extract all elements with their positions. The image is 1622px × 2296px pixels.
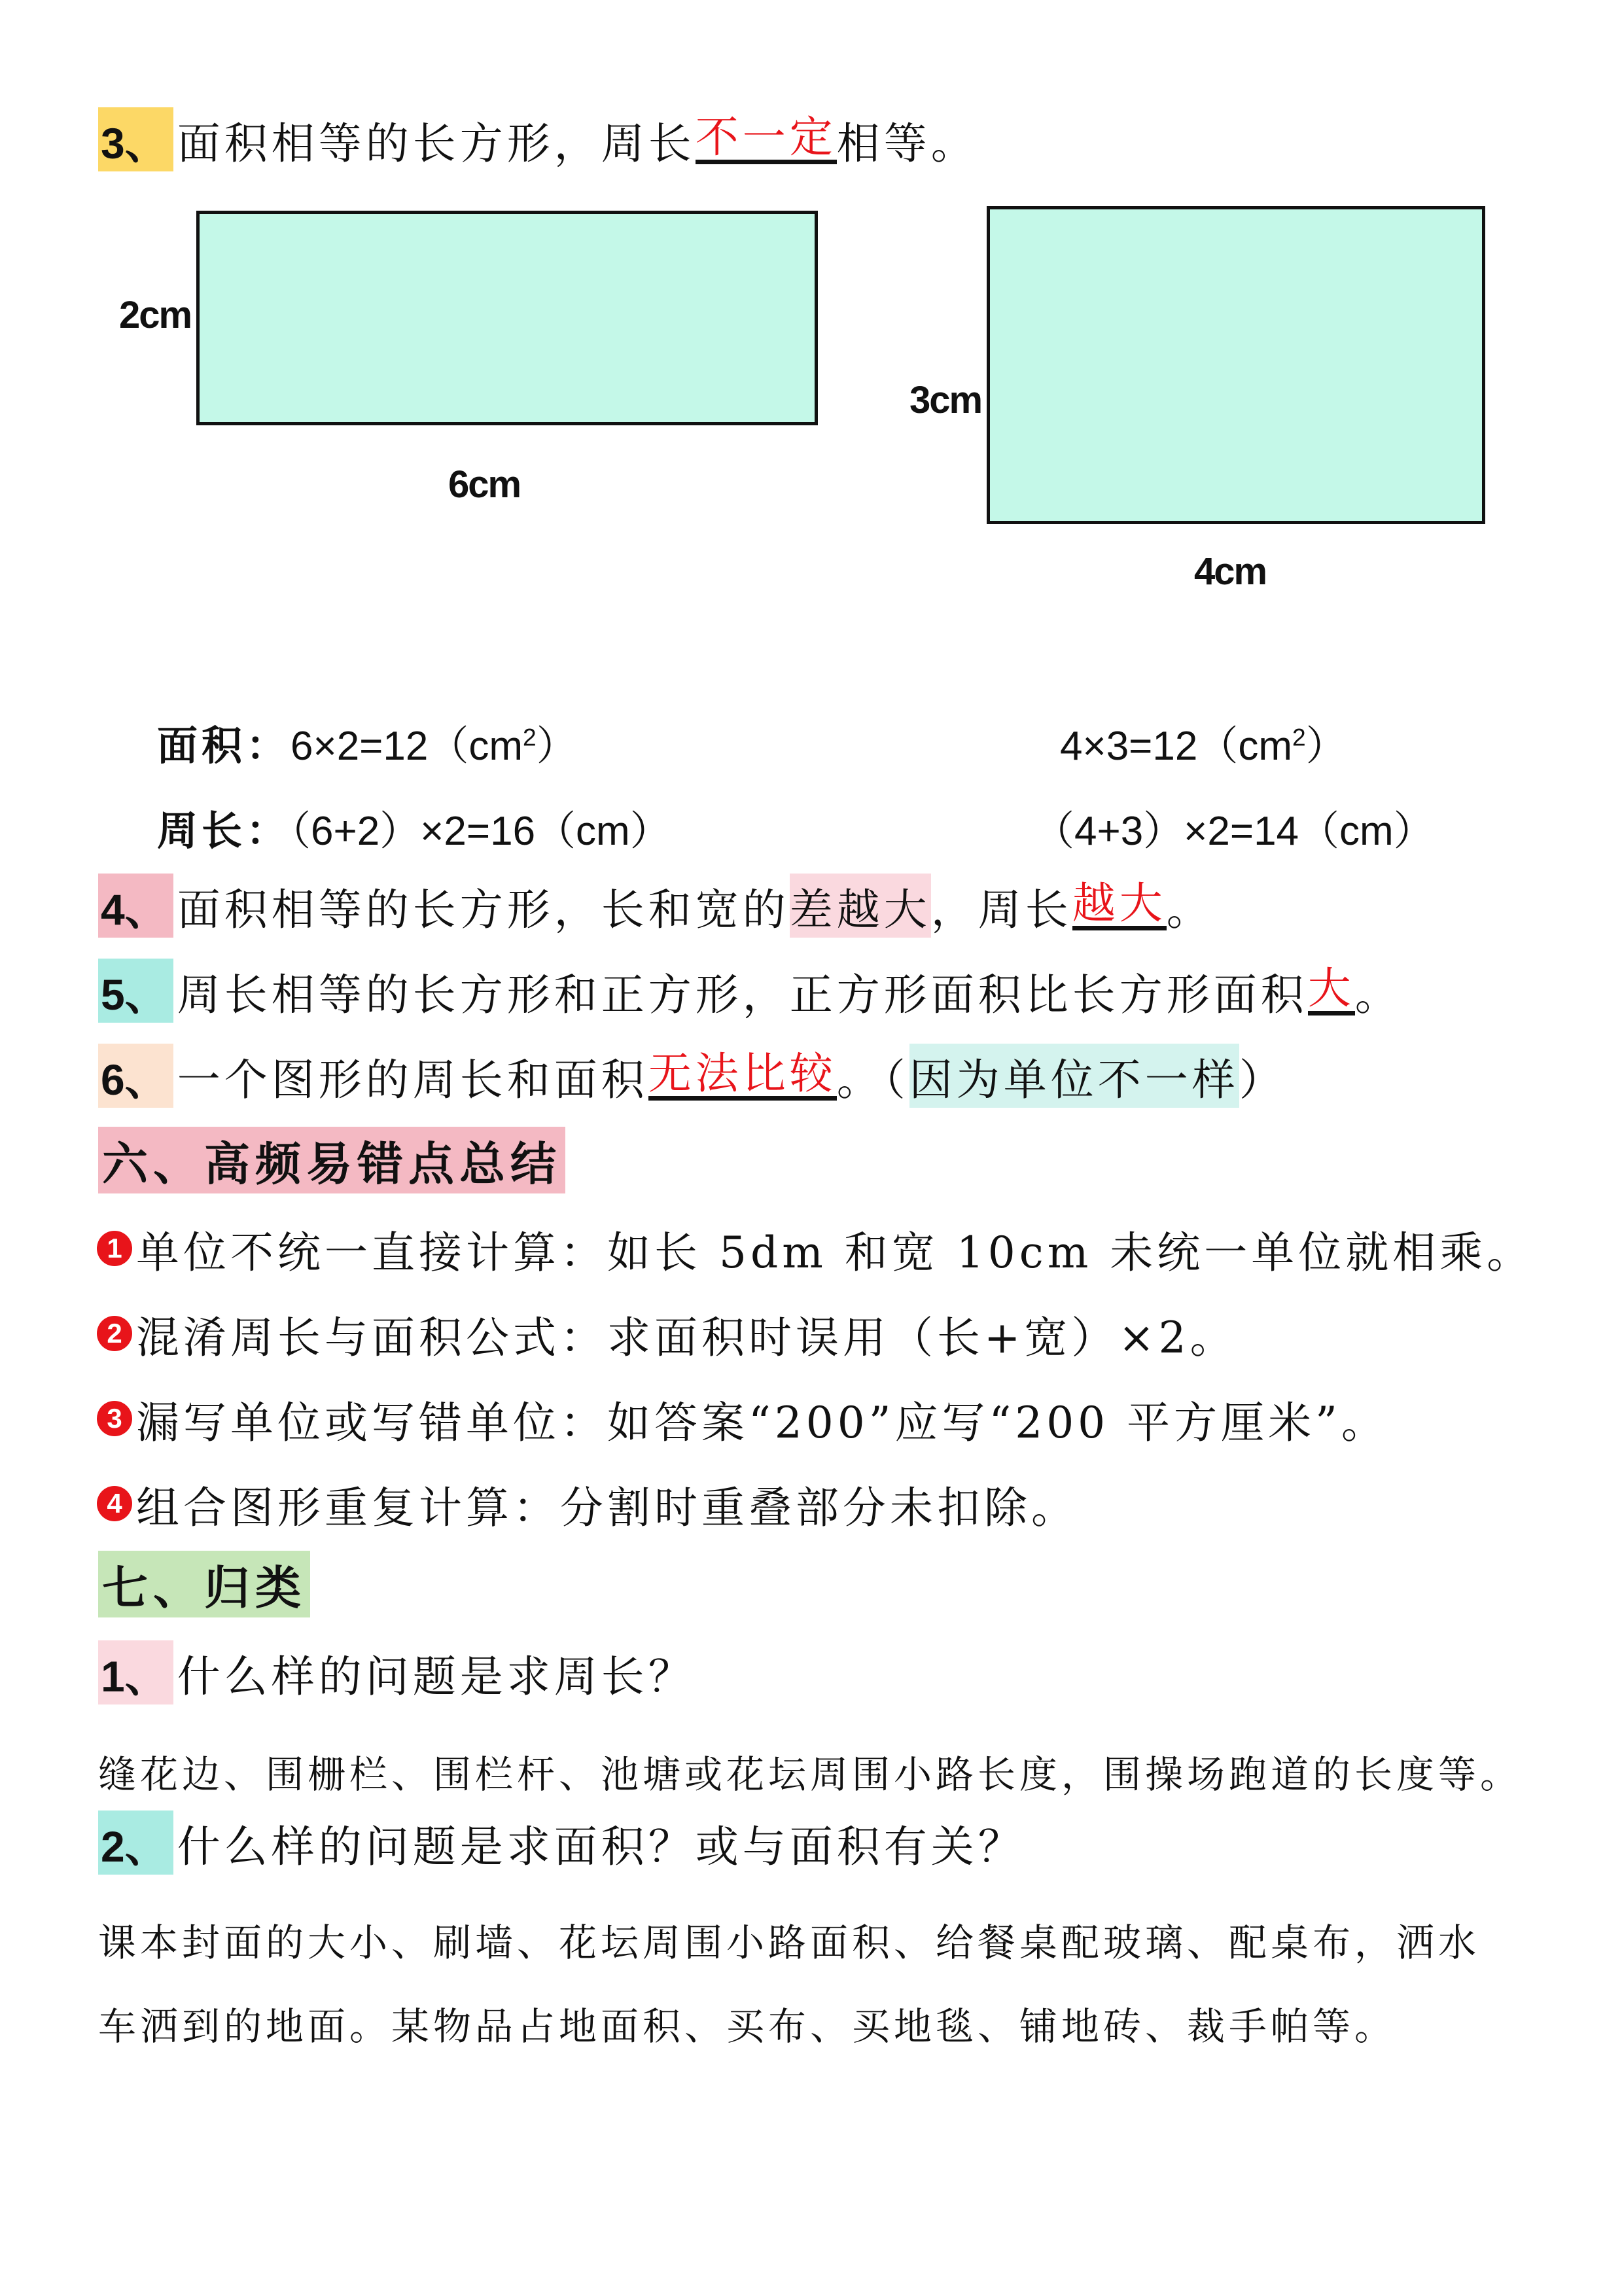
emphasis-text: 不一定 [696,115,837,164]
number-circle-icon: 4 [97,1486,132,1521]
emphasis-text: 越大 [1072,881,1167,930]
category-question-1: 1、 什么样的问题是求周长？ [98,1641,696,1704]
question-number-badge: 1、 [98,1640,173,1704]
point-4: 4、 面积相等的长方形，长和宽的 差越大 ，周长 越大 。 [98,874,1214,937]
point-text-end: 相等。 [836,118,978,169]
rectangle-6x2 [196,211,818,425]
category-answer-2-line-2: 车洒到的地面。某物品占地面积、买布、买地毯、铺地砖、裁手帕等。 [98,2004,1397,2049]
number-circle-icon: 3 [97,1401,132,1436]
mistake-item-2: 2 混淆周长与面积公式：求面积时误用（长+宽）×2。 [97,1302,1237,1365]
rect1-height-label: 2cm [119,294,192,336]
point-6: 6、 一个图形的周长和面积 无法比较 。（ 因为单位不一样 ） [98,1044,1286,1107]
area-calc-rect1: 面积：$6\times 2=12(cm^2)$ [157,722,577,769]
area-calc-rect2: $4\times 3=12(cm^2)$ [1060,723,1347,769]
category-answer-2-line-1: 课本封面的大小、刷墙、花坛周围小路面积、给餐桌配玻璃、配桌布，洒水 [98,1920,1481,1965]
perimeter-calc-rect2: （4+3）×2=14（cm） [1034,809,1434,854]
section-7-title: 七、归类 [98,1551,310,1617]
point-number-badge: 3、 [98,107,173,171]
number-circle-icon: 2 [97,1316,132,1351]
point-text: 面积相等的长方形，周长 [177,118,696,169]
rectangle-4x3 [987,206,1485,524]
perimeter-label: 周长： [157,807,291,855]
category-question-2: 2、 什么样的问题是求面积？或与面积有关？ [98,1811,1025,1874]
question-number-badge: 2、 [98,1810,173,1875]
section-6-title: 六、高频易错点总结 [98,1127,565,1193]
rect2-width-label: 4cm [1194,550,1267,593]
highlight-text: 差越大 [790,874,931,938]
highlight-text: 因为单位不一样 [909,1044,1239,1108]
number-circle-icon: 1 [97,1231,132,1266]
point-3 [98,108,978,171]
emphasis-text: 无法比较 [648,1051,837,1101]
rect2-height-label: 3cm [909,379,982,421]
point-number-badge: 4、 [98,874,173,938]
category-answer-1: 缝花边、围栅栏、围栏杆、池塘或花坛周围小路长度，围操场跑道的长度等。 [98,1752,1523,1797]
point-number-badge: 5、 [98,959,173,1023]
area-label: 面积： [157,722,291,769]
rect1-width-label: 6cm [448,463,521,506]
mistake-item-3: 3 漏写单位或写错单位：如答案“200”应写“200 平方厘米”。 [97,1387,1388,1450]
mistake-item-1: 1 单位不统一直接计算：如长 5dm 和宽 10cm 未统一单位就相乘。 [97,1217,1534,1280]
point-number-badge: 6、 [98,1044,173,1108]
emphasis-text: 大 [1308,966,1355,1016]
perimeter-calc-rect1: 周长：（6+2）×2=16（cm） [157,807,671,855]
point-5: 5、 周长相等的长方形和正方形，正方形面积比长方形面积 大 。 [98,959,1402,1022]
mistake-item-4: 4 组合图形重复计算：分割时重叠部分未扣除。 [97,1472,1078,1535]
